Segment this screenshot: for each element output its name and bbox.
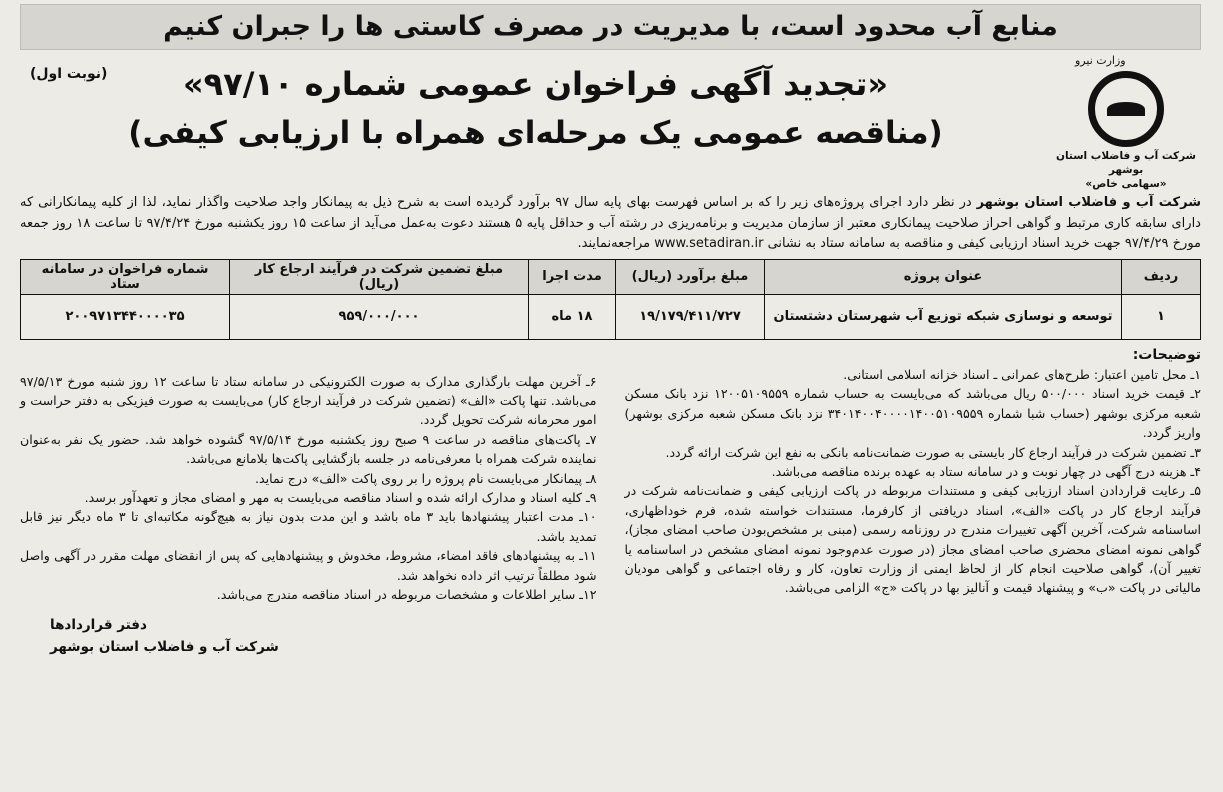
col-estimate: مبلغ برآورد (ریال) (616, 259, 765, 294)
col-guarantee: مبلغ تضمین شرکت در فرآیند ارجاع کار (ریال) (230, 259, 529, 294)
table-header-row (21, 259, 1201, 294)
publication-round-badge: (نوبت اول) (30, 66, 108, 82)
logo-company-name: شرکت آب و فاضلاب استان بوشهر (1056, 150, 1196, 176)
note-item: ۹ـ کلیه اسناد و مدارک ارائه شده و اسناد مناقصه می‌بایست به مهر و امضای مجاز و تعهدآور برسد. (84, 489, 597, 505)
note-item: ۷ـ پاکت‌های مناقصه در ساعت ۹ صبح روز یکشنبه مورخ ۹۷/۵/۱۴ گشوده خواهد شد. حضور یک نفر به‌عنوان نماینده شرکت همراه با معرفی‌نامه در جلسه بازگشایی پاکت‌ها بلامانع می‌باشد. (20, 431, 597, 467)
cell-duration: ۱۸ ماه (529, 294, 616, 339)
water-slogan-banner: منابع آب محدود است، با مدیریت در مصرف کاستی ها را جبران کنیم (20, 4, 1201, 50)
notice-titles (20, 54, 1051, 158)
ministry-label: وزارت نیرو (1075, 54, 1126, 67)
note-item: ۱۲ـ سایر اطلاعات و مشخصات مربوطه در اسناد مناقصه مندرج می‌باشد. (216, 586, 597, 602)
note-item: ۵ـ رعایت قراردادن اسناد ارزیابی کیفی و مستندات مربوطه در پاکت ارزیابی کیفی و ضمانت‌نامه شرکت در فرآیند ارجاع کار در پاکت «الف»، اسناد دریافتی از کارفرما، مستندات خواسته شده، فرم خوداظهاری، اساسنامه شرکت، آخرین آگهی تغییرات مندرج در روزنامه رسمی (مبنی بر مشخص‌بودن صاحب امضای مجاز)، گواهی نمونه امضای محضری صاحب امضای مجاز (در صورت عدم‌وجود نمونه امضای مشخص در اساسنامه یا تغییر آن)، گواهی صلاحیت انجام کار از لحاظ ایمنی از وزارت تعاون، کار و رفاه اجتماعی و گواهی مودیان مالیاتی در پاکت «ب» و پیشنهاد قیمت و آنالیز بها در پاکت «ج» الزامی می‌باشد. (624, 483, 1201, 596)
cell-row: ۱ (1122, 294, 1201, 339)
col-setad: شماره فراخوان در سامانه ستاد (21, 259, 230, 294)
notes-section (20, 346, 1201, 659)
note-item: ۸ـ پیمانکار می‌بایست نام پروژه را بر روی پاکت «الف» درج نماید. (255, 470, 597, 486)
signature-block (20, 614, 597, 658)
logo-company-type: «سهامی خاص» (1085, 178, 1167, 190)
header (20, 54, 1201, 191)
note-item: ۱۰ـ مدت اعتبار پیشنهادها باید ۳ ماه باشد و این مدت بدون نیاز به هیچ‌گونه مکاتبه‌ای تا ۳ ماه دیگر نیز قابل تمدید باشد. (20, 509, 597, 544)
notes-left-column (20, 346, 611, 659)
notice-title: «تجدید آگهی فراخوان عمومی شماره ۹۷/۱۰» (182, 65, 889, 103)
table-row (21, 294, 1201, 339)
note-item: ۱۱ـ به پیشنهادهای فاقد امضاء، مشروط، مخدوش و پیشنهادهایی که پس از انقضای مهلت مقرر در آگهی واصل شود مطلقاً ترتیب اثر داده نخواهد شد. (20, 548, 597, 583)
col-row: ردیف (1122, 259, 1201, 294)
note-item: ۶ـ آخرین مهلت بارگذاری مدارک به صورت الکترونیکی در سامانه ستاد تا ساعت ۱۲ روز شنبه مورخ ۹۷/۵/۱۳ می‌باشد. تنها پاکت «الف» (تضمین شرکت در فرآیند ارجاع کار) می‌بایست به صورت فیزیکی به دفتر حراست و امور محرمانه شرکت تحویل گردد. (20, 373, 597, 428)
col-duration: مدت اجرا (529, 259, 616, 294)
note-item: ۱ـ محل تامین اعتبار: طرح‌های عمرانی ـ اسناد خزانه اسلامی استانی. (843, 366, 1201, 382)
cell-title: توسعه و نوسازی شبکه توزیع آب شهرستان دشتستان (765, 294, 1122, 339)
note-item: ۲ـ قیمت خرید اسناد ۵۰۰/۰۰۰ ریال می‌باشد که می‌بایست به حساب شماره ۱۲۰۰۵۱۰۹۵۵۹ نزد بانک مسکن شعبه مرکزی بوشهر (حساب شبا شماره ۳۴۰۱۴۰۰۴۰۰۰۰۱۴۰۰۵۱۰۹۵۵۹ نزد بانک مسکن شعبه مرکزی بوشهر) واریز گردد. (624, 386, 1201, 441)
cell-setad: ۲۰۰۹۷۱۳۴۴۰۰۰۰۳۵ (21, 294, 230, 339)
intro-company: شرکت آب و فاضلاب استان بوشهر (976, 195, 1201, 210)
notice-subtitle: (مناقصه عمومی یک مرحله‌ای همراه با ارزیابی کیفی) (128, 115, 943, 151)
signature-office: دفتر قراردادها (50, 617, 147, 634)
company-logo (1051, 54, 1201, 191)
cell-guarantee: ۹۵۹/۰۰۰/۰۰۰ (230, 294, 529, 339)
notes-title: توضیحات: (1132, 346, 1201, 363)
water-emblem-icon (1088, 71, 1164, 147)
cell-estimate: ۱۹/۱۷۹/۴۱۱/۷۲۷ (616, 294, 765, 339)
note-item: ۳ـ تضمین شرکت در فرآیند ارجاع کار بایستی به صورت ضمانت‌نامه بانکی به نفع این شرکت ارائه گردد. (665, 444, 1201, 460)
notes-right-column (611, 346, 1202, 659)
signature-company: شرکت آب و فاضلاب استان بوشهر (50, 639, 279, 656)
intro-text: در نظر دارد اجرای پروژه‌های زیر را که بر اساس فهرست بهای پایه سال ۹۷ برآورد گردیده است به شرح ذیل به پیمانکار واجد صلاحیت واگذار نماید، لذا از کلیه پیمانکارانی که دارای سابقه کاری مرتبط و گواهی احراز صلاحیت پیمانکاری معتبر از سازمان مدیریت و برنامه‌ریزی در رشته آب و حداقل پایه ۵ هستند دعوت به‌عمل می‌آید از ساعت ۱۵ روز یکشنبه مورخ ۹۷/۴/۲۴ تا ساعت ۱۸ روز جمعه مورخ ۹۷/۴/۲۹ جهت خرید اسناد ارزیابی کیفی و مناقصه به سامانه ستاد به نشانی www.setadiran.ir مراجعه‌نمایند. (20, 195, 1201, 251)
intro-paragraph (20, 193, 1201, 255)
col-title: عنوان پروژه (765, 259, 1122, 294)
note-item: ۴ـ هزینه درج آگهی در چهار نوبت و در سامانه ستاد به عهده برنده مناقصه می‌باشد. (771, 463, 1201, 479)
project-table (20, 259, 1201, 340)
